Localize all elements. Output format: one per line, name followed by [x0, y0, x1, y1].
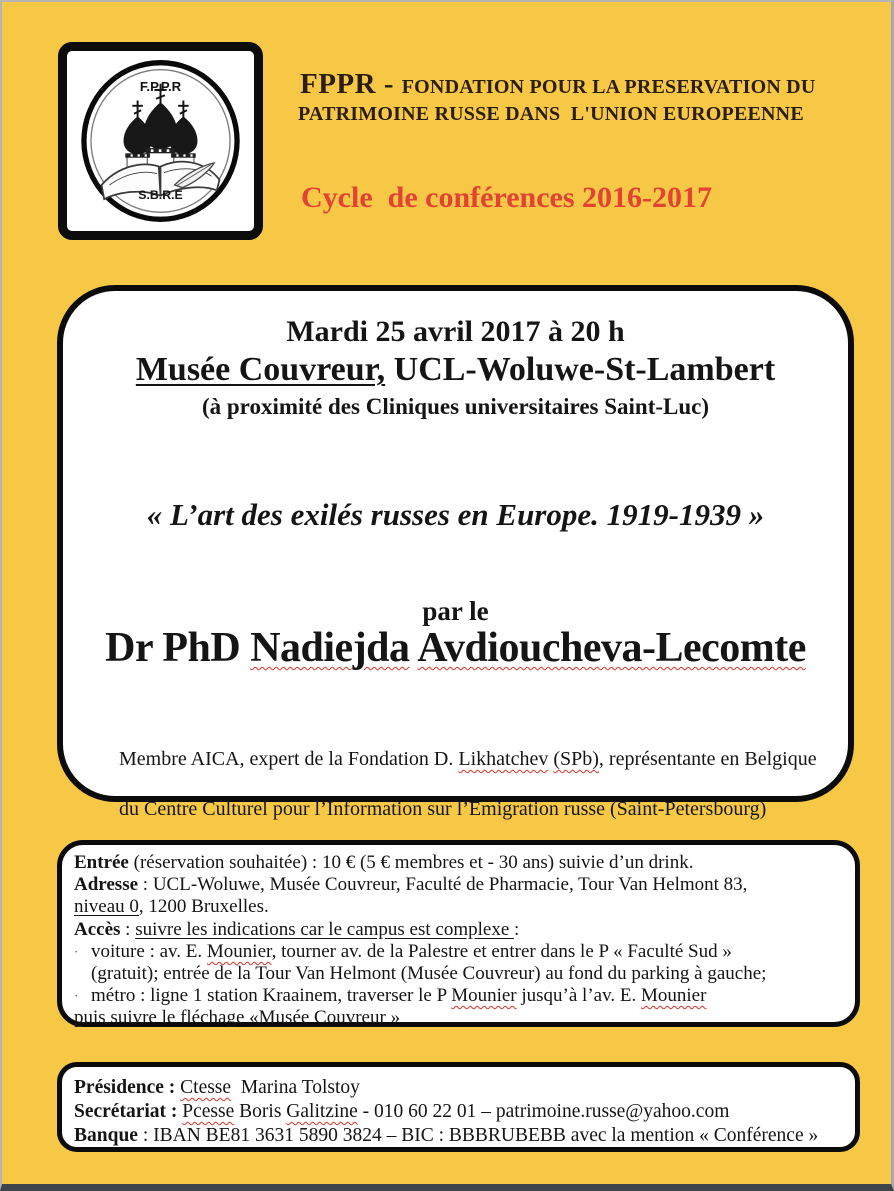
- presidence-label: Présidence :: [74, 1077, 176, 1098]
- banque-line: [74, 1124, 847, 1148]
- talk-title: « L’art des exilés russes en Europe. 1919-1939 »: [146, 497, 765, 532]
- presidence-line: Présidence : Ctesse Marina Tolstoy: [74, 1077, 360, 1098]
- bio-name: Likhatchev: [458, 748, 549, 770]
- bio-line2: du Centre Culturel pour l’Information sur l’Emigration russe (Saint-Petersbourg): [119, 798, 767, 820]
- signage-line: puis suivre le fléchage «Musée Couvreur »: [74, 1007, 401, 1029]
- event-venue-line: [63, 351, 848, 389]
- event-date-line: Mardi 25 avril 2017 à 20 h: [286, 315, 625, 348]
- acces-line: Accès : suivre les indications car le campus est complexe :: [74, 918, 520, 940]
- car-access-line: · voiture : av. E. Mounier, tourner av. de la Palestre et entrer dans le P « Faculté Sud »: [74, 940, 732, 962]
- cycle-title: Cycle de conférences 2016-2017: [301, 181, 713, 214]
- contact-box: [57, 1062, 860, 1152]
- secretariat-line: Secrétariat : Pcesse Boris Galitzine - 010 60 22 01 – patrimoine.russe@yahoo.com: [74, 1101, 730, 1122]
- speaker-title: Dr PhD: [105, 625, 251, 671]
- org-name-line1: FPPR - FONDATION POUR LA PRESERVATION DU: [300, 68, 816, 100]
- venue-campus: UCL-Woluwe-St-Lambert: [385, 351, 776, 388]
- entree-label: Entrée: [74, 852, 129, 873]
- metro-access-line: · métro : ligne 1 station Kraainem, traverser le P Mounier jusqu’à l’av. E. Mounier: [74, 985, 707, 1007]
- presented-by: par le: [422, 596, 489, 626]
- logo-top-text: F.P.P.R: [139, 78, 182, 94]
- car-access-line2: (gratuit); entrée de la Tour Van Helmont (Musée Couvreur) au fond du parking à gauche;: [91, 963, 767, 985]
- adresse-line: Adresse : UCL-Woluwe, Musée Couvreur, Faculté de Pharmacie, Tour Van Helmont 83,: [74, 874, 748, 896]
- venue-museum: Musée Couvreur,: [135, 351, 386, 388]
- org-name-line2: PATRIMOINE RUSSE DANS L'UNION EUROPEENNE: [298, 103, 804, 125]
- bullet-icon: ·: [74, 943, 79, 959]
- banque-label: Banque: [74, 1125, 138, 1146]
- event-proximity-line: (à proximité des Cliniques universitaires Saint-Luc): [201, 394, 710, 419]
- adresse-line2: niveau 0, 1200 Bruxelles.: [74, 896, 269, 918]
- org-abbr: FPPR -: [300, 68, 402, 100]
- adresse-label: Adresse: [74, 874, 139, 896]
- acces-label: Accès: [74, 918, 121, 940]
- banque-details: : IBAN BE81 3631 5890 3824 – BIC : BBBRUBEBB avec la mention « Conférence »: [137, 1125, 819, 1146]
- practical-info-box: [57, 840, 860, 1027]
- bullet-icon: ·: [74, 988, 79, 1004]
- secretariat-label: Secrétariat :: [74, 1101, 178, 1122]
- speaker-first-name: Nadiejda: [250, 625, 410, 671]
- entree-line: Entrée (réservation souhaitée) : 10 € (5 € membres et - 30 ans) suivie d’un drink.: [74, 852, 694, 873]
- speaker-last-name: Avdioucheva-Lecomte: [417, 625, 806, 671]
- orthodox-domes-book-logo-icon: [69, 53, 252, 229]
- event-box: [57, 285, 854, 820]
- speaker-bio: Membre AICA, expert de la Fondation D. Likhatchev (SPb), représentante en Belgique du Centre Culturel pour l’Information sur l’Emigration russe (Saint-Petersbourg): [119, 748, 817, 820]
- logo-bottom-text: S.B.R.E: [138, 188, 183, 203]
- fppr-logo: [58, 42, 263, 240]
- speaker-name-line: [63, 624, 848, 672]
- secretariat-contact: - 010 60 22 01 – patrimoine.russe@yahoo.com: [357, 1101, 730, 1122]
- bio-abbr: (SPb): [553, 748, 599, 770]
